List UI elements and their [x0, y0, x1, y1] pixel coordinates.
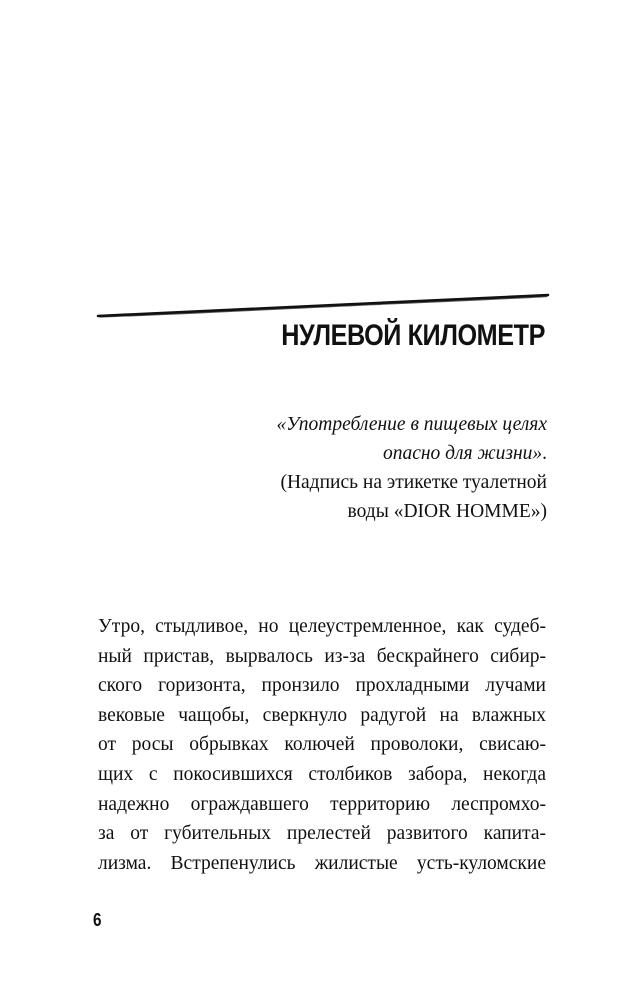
epigraph-quote-line-1: «Употребление в пищевых целях	[276, 414, 547, 435]
epigraph-quote-line-2-italic: опасно для жизни»	[382, 443, 543, 464]
epigraph-source-line-2: воды «DIOR HOMME»)	[347, 501, 547, 522]
body-line: лизма. Встрепенулись жилистые усть-куломские	[98, 852, 546, 874]
epigraph-quote-line-2	[187, 439, 547, 468]
body-line: надежно ограждавшего территорию леспромхо-	[98, 793, 546, 815]
body-line: щих с покосившихся столбиков забора, некогда	[98, 763, 546, 785]
body-line: от росы обрывках колючей проволоки, свисаю-	[98, 734, 546, 756]
body-line: вековые чащобы, сверкнуло радугой на влажных	[98, 704, 546, 726]
epigraph-source-line-1: (Надпись на этикетке туалетной	[280, 472, 547, 493]
body-line: ный пристав, вырвалось из-за бескрайнего сибир-	[98, 645, 546, 667]
body-line: ского горизонта, пронзило прохладными лучами	[98, 675, 546, 697]
epigraph	[187, 410, 547, 526]
body-line: Утро, стыдливое, но целеустремленное, как судеб-	[98, 616, 546, 637]
epigraph-quote-line-2-end: .	[542, 443, 547, 464]
chapter-rule	[96, 282, 550, 322]
body-text	[98, 612, 546, 878]
body-line: за от губительных прелестей развитого капита-	[98, 823, 546, 845]
chapter-title: НУЛЕВОЙ КИЛОМЕТР	[281, 319, 545, 352]
page-number: 6	[93, 910, 102, 930]
